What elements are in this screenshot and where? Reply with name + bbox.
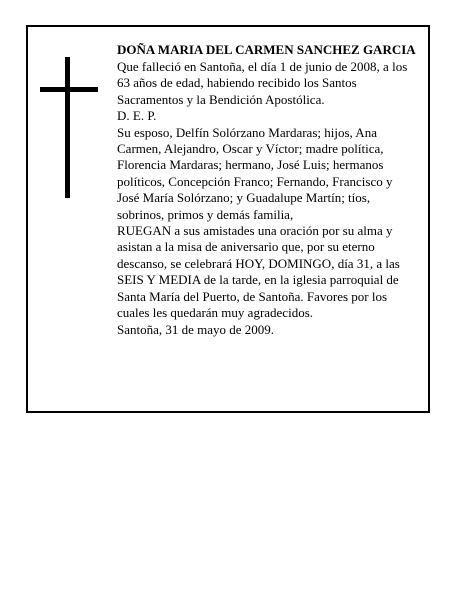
deceased-name: DOÑA MARIA DEL CARMEN SANCHEZ GARCIA: [117, 42, 416, 57]
dep-line: D. E. P.: [117, 108, 157, 124]
death-info: Que falleció en Santoña, el día 1 de junio de 2008, a los 63 años de edad, habiendo recibido los Santos Sacramentos y la Bendición Apostólica.: [117, 59, 408, 107]
obituary-notice: [26, 25, 430, 413]
place-date: Santoña, 31 de mayo de 2009.: [117, 321, 275, 337]
family-list: Su esposo, Delfín Solórzano Mardaras; hijos, Ana Carmen, Alejandro, Oscar y Víctor; madre política, Florencia Mardaras; hermano, José Luis; hermanos políticos, Concepción Franco; Fernando, Francisco y José María Solórzano; y Guadalupe Martín; tíos, sobrinos, primos y demás familia,: [117, 124, 393, 222]
cross-vertical-bar: [65, 57, 70, 198]
mass-request: RUEGAN a sus amistades una oración por su alma y asistan a la misa de aniversario que, por su eterno descanso, se celebrará HOY, DOMINGO, día 31, a las SEIS Y MEDIA de la tarde, en la iglesia parroquial de Santa María del Puerto, de Santoña. Favores por los cuales les quedarán muy agradecidos.: [117, 223, 400, 321]
notice-body: [117, 41, 417, 338]
cross-horizontal-bar: [40, 87, 98, 92]
cross-icon: [40, 57, 98, 198]
